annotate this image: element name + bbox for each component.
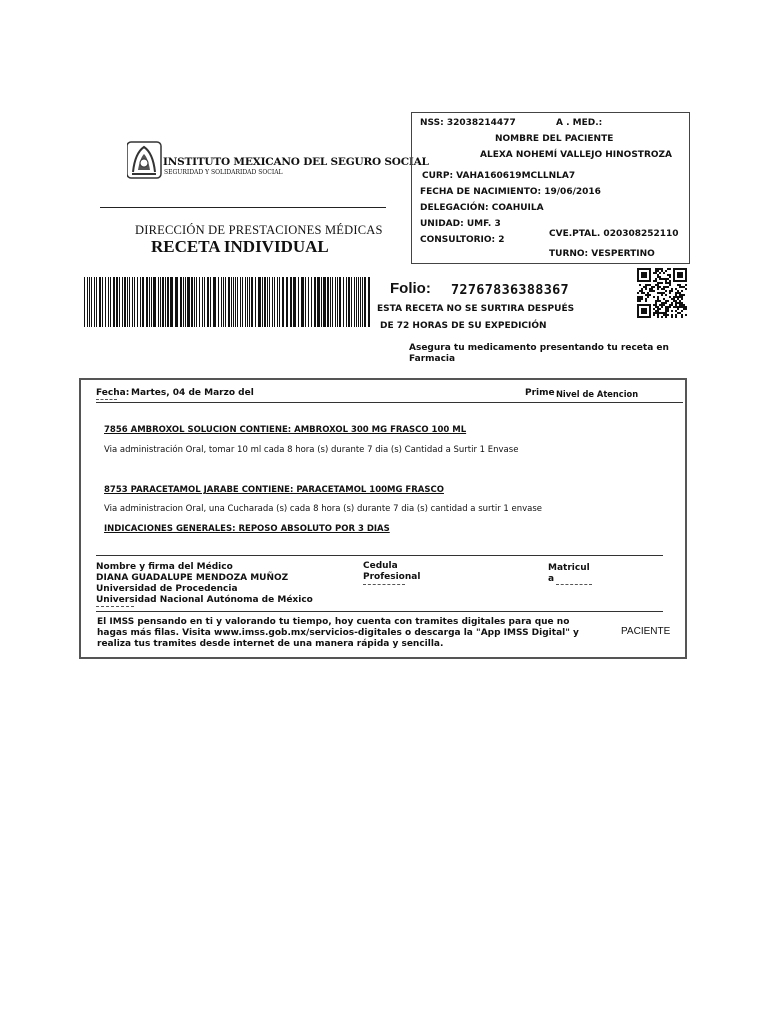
unidad: UNIDAD: UMF. 3 <box>420 219 501 229</box>
matricula-label: Matricul <box>548 563 590 573</box>
nss: NSS: 32038214477 <box>420 118 516 128</box>
matricula-underline <box>556 584 592 585</box>
fecha-value: Martes, 04 de Marzo del <box>131 388 254 398</box>
turno: TURNO: VESPERTINO <box>549 249 655 259</box>
pharmacy-notice: Asegura tu medicamento presentando tu receta en Farmacia <box>409 343 669 364</box>
prime-label: Prime <box>525 388 555 398</box>
fecha-divider <box>96 402 683 403</box>
folio-number: 72767836388367 <box>451 282 569 298</box>
procedencia-label: Universidad de Procedencia <box>96 584 238 594</box>
delegacion: DELEGACIÓN: COAHUILA <box>420 203 544 213</box>
page-title: RECETA INDIVIDUAL <box>151 237 329 256</box>
doctor-divider-top <box>96 555 663 556</box>
expiry-notice-line1: ESTA RECETA NO SE SURTIRA DESPUÉS <box>377 304 575 314</box>
medication-title: 8753 PARACETAMOL JARABE CONTIENE: PARACETAMOL 100MG FRASCO <box>104 485 444 495</box>
institution-name: INSTITUTO MEXICANO DEL SEGURO SOCIAL <box>163 156 429 168</box>
consultorio: CONSULTORIO: 2 <box>420 235 505 245</box>
header-divider <box>100 207 386 208</box>
patient-info-box <box>411 112 690 264</box>
doctor-name: DIANA GUADALUPE MENDOZA MUÑOZ <box>96 573 289 583</box>
cedula-underline <box>363 584 405 585</box>
fecha-label: Fecha: <box>96 388 130 398</box>
curp: CURP: VAHA160619MCLLNLA7 <box>422 171 576 181</box>
fecha-underline <box>96 399 117 400</box>
copy-label: PACIENTE <box>621 626 671 637</box>
cedula-label: Cedula <box>363 561 398 571</box>
direccion-label: DIRECCIÓN DE PRESTACIONES MÉDICAS <box>135 223 383 237</box>
birth-date: FECHA DE NACIMIENTO: 19/06/2016 <box>420 187 601 197</box>
patient-name: ALEXA NOHEMÍ VALLEJO HINOSTROZA <box>480 150 673 160</box>
institution-tagline: SEGURIDAD Y SOLIDARIDAD SOCIAL <box>164 169 283 176</box>
patient-name-label: NOMBRE DEL PACIENTE <box>495 134 614 144</box>
procedencia-value: Universidad Nacional Autónoma de México <box>96 595 313 605</box>
cedula-label-2: Profesional <box>363 572 421 582</box>
expiry-notice-line2: DE 72 HORAS DE SU EXPEDICIÓN <box>380 321 547 331</box>
medication-instructions: Via administración Oral, tomar 10 ml cada 8 hora (s) durante 7 dia (s) Cantidad a Surtir 1 Envase <box>104 445 519 455</box>
medication-title: 7856 AMBROXOL SOLUCION CONTIENE: AMBROXOL 300 MG FRASCO 100 ML <box>104 425 467 435</box>
doctor-signature-label: Nombre y firma del Médico <box>96 562 233 572</box>
qr-code-image <box>637 268 687 318</box>
barcode-image <box>84 277 372 327</box>
a-med: A . MED.: <box>556 118 603 128</box>
general-indications: INDICACIONES GENERALES: REPOSO ABSOLUTO POR 3 DIAS <box>104 524 390 534</box>
folio-label: Folio: <box>390 280 431 297</box>
digital-services-notice: El IMSS pensando en ti y valorando tu tiempo, hoy cuenta con tramites digitales para que no hagas más filas. Visita www.imss.gob.mx/servicios-digitales o descarga la "App IMSS Digital" y realiza tus tramites desde internet de una manera rápida y sencilla. <box>97 617 579 649</box>
procedencia-underline <box>96 606 134 607</box>
medication-instructions: Via administracion Oral, una Cucharada (s) cada 8 hora (s) durante 7 dia (s) cantidad a surtir 1 envase <box>104 504 543 514</box>
matricula-label-2: a <box>548 574 555 584</box>
cve-ptal: CVE.PTAL. 020308252110 <box>549 229 679 239</box>
doctor-divider-bottom <box>96 611 663 612</box>
nivel-atencion: Nivel de Atencion <box>556 390 639 400</box>
